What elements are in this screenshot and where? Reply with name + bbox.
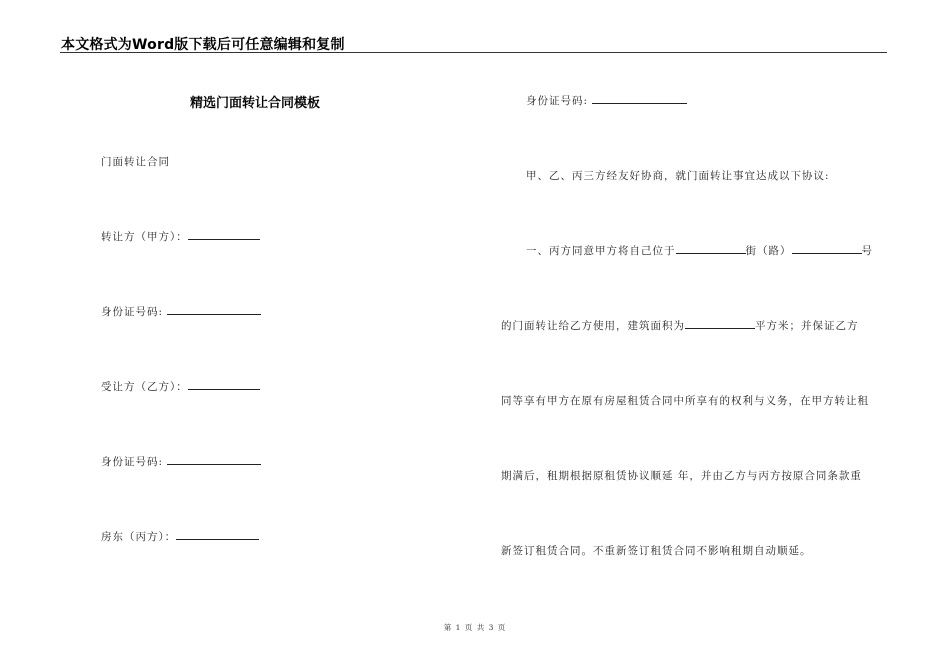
landlord-id-line <box>526 93 687 108</box>
clause1-part-c: 号 <box>861 245 873 257</box>
document-title: 精选门面转让合同模板 <box>190 96 321 111</box>
transferor-label: 转让方（甲方）： <box>101 231 188 243</box>
transferee-blank <box>188 379 260 390</box>
transferor-blank <box>188 229 260 240</box>
transferor-line <box>101 229 260 244</box>
transferee-id-line <box>101 454 261 469</box>
landlord-id-label: 身份证号码: <box>526 95 589 107</box>
document-header: 本文格式为Word版下载后可任意编辑和复制 <box>61 37 345 53</box>
transferee-label: 受让方（乙方）： <box>101 381 188 393</box>
transferee-line <box>101 379 260 394</box>
area-blank <box>685 318 755 329</box>
transferee-id-blank <box>167 454 261 465</box>
transferor-id-label: 身份证号码: <box>101 306 164 318</box>
transferee-id-label: 身份证号码: <box>101 456 164 468</box>
landlord-line <box>101 529 259 544</box>
transferor-id-line <box>101 304 261 319</box>
clause1-line2 <box>501 318 859 333</box>
page-footer: 第 1 页 共 3 页 <box>443 623 507 632</box>
clause1-line5: 新签订租赁合同。不重新签订租赁合同不影响租期自动顺延。 <box>501 545 812 557</box>
clause1-line4: 期满后，租期根据原租赁协议顺延 年，并由乙方与丙方按原合同条款重 <box>501 470 862 482</box>
street-blank <box>792 243 862 254</box>
landlord-label: 房东（丙方）： <box>101 531 177 543</box>
agreement-intro: 甲、乙、丙三方经友好协商，就门面转让事宜达成以下协议: <box>526 170 830 182</box>
contract-name: 门面转让合同 <box>101 156 170 168</box>
clause1-line1 <box>526 243 873 258</box>
landlord-id-blank <box>592 93 687 104</box>
landlord-blank <box>176 529 259 540</box>
transferor-id-blank <box>167 304 261 315</box>
clause1-part-d: 的门面转让给乙方使用，建筑面积为 <box>501 320 685 332</box>
location-blank <box>676 243 746 254</box>
clause1-line3: 同等享有甲方在原有房屋租赁合同中所享有的权利与义务，在甲方转让租 <box>501 395 869 407</box>
clause1-part-a: 一、丙方同意甲方将自己位于 <box>526 245 676 257</box>
clause1-part-b: 街（路） <box>745 245 792 257</box>
header-divider <box>60 52 887 53</box>
clause1-part-e: 平方米；并保证乙方 <box>755 320 859 332</box>
